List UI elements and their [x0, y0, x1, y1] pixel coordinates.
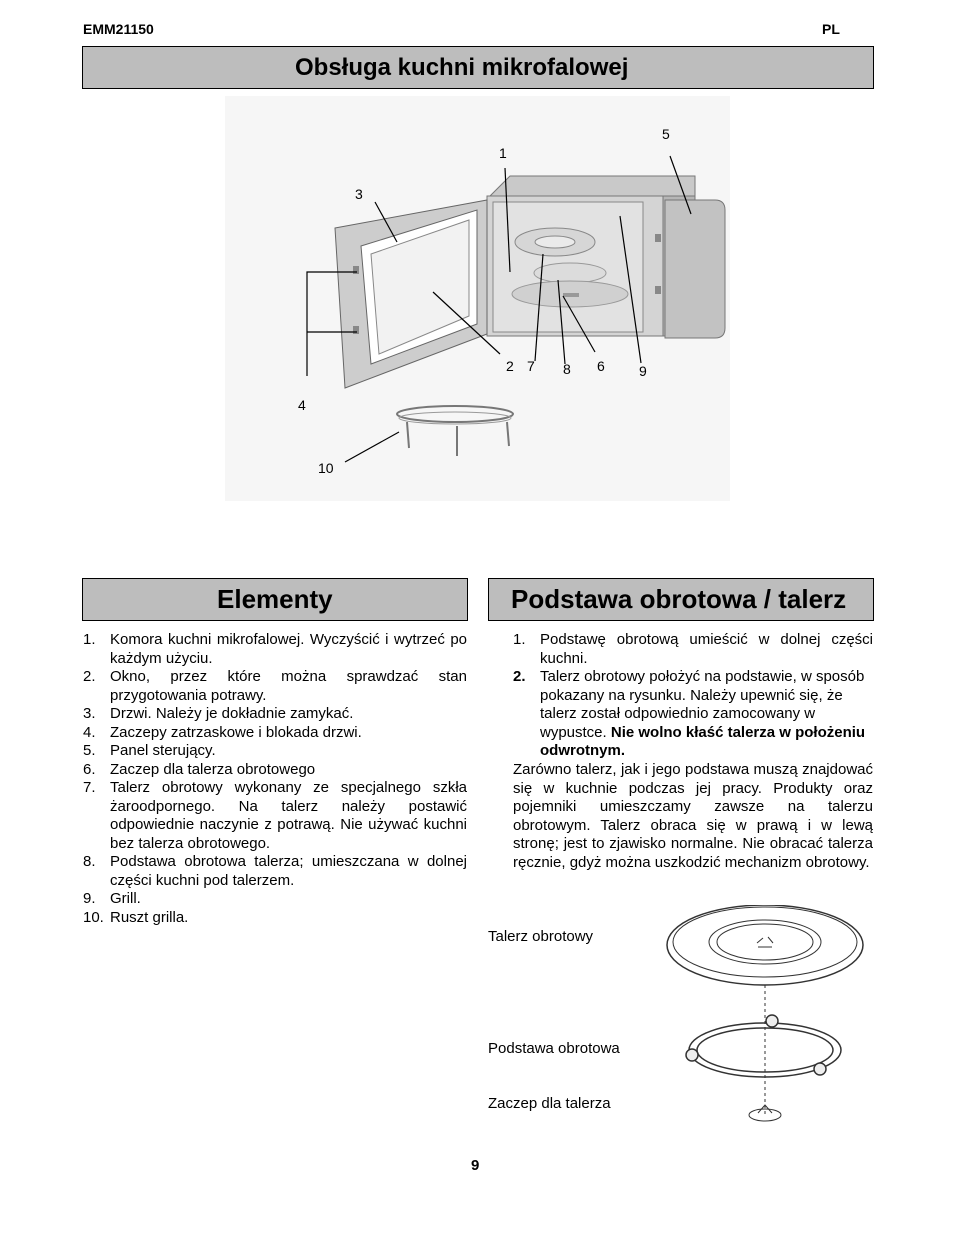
item-text: Talerz obrotowy wykonany ze specjalnego szkła żaroodpornego. Na talerz należy postawić odpowiednie naczynie z potrawą. Nie używać kuchni bez talerza obrotowego. [110, 779, 467, 852]
list-item [83, 668, 467, 705]
glass-plate [667, 905, 863, 985]
label-5: 5 [662, 126, 670, 142]
list-item [83, 890, 467, 909]
list-item [513, 631, 873, 668]
list-item [83, 761, 467, 780]
item-text: Podstawa obrotowa talerza; umieszczana w dolnej części kuchni pod talerzem. [110, 853, 467, 889]
item-text: Podstawę obrotową umieścić w dolnej części kuchni. [540, 631, 873, 667]
label-4: 4 [298, 397, 306, 413]
warning-text: Nie wolno kłaść talerza w położeniu odwrotnym. [540, 723, 866, 759]
label-6: 6 [597, 358, 605, 374]
item-text: Ruszt grilla. [110, 908, 189, 926]
item-number: 9. [83, 890, 96, 907]
elementy-heading [82, 578, 468, 621]
item-number: 6. [83, 760, 96, 778]
podstawa-list [513, 631, 873, 761]
podstawa-heading-text: Podstawa obrotowa / talerz [511, 584, 847, 614]
item-number: 1. [83, 631, 96, 648]
microwave-parts-figure [225, 96, 730, 501]
list-item [83, 909, 467, 928]
elementy-heading-text: Elementy [217, 584, 333, 614]
item-number: 5. [83, 742, 96, 759]
label-10: 10 [318, 460, 334, 476]
item-text: Drzwi. Należy je dokładnie zamykać. [110, 705, 354, 722]
elementy-list [83, 631, 467, 927]
label-7: 7 [527, 358, 535, 374]
roller-ring [686, 1015, 841, 1077]
item-text: Komora kuchni mikrofalowej. Wyczyścić i wytrzeć po każdym użyciu. [110, 631, 467, 667]
podstawa-paragraph: Zarówno talerz, jak i jego podstawa muszą znajdować się w kuchnie podczas jej pracy. Produkty oraz pojemniki umieszczamy zawsze na talerzu obrotowym. Talerz obraca się w prawą i w lewą stronę; jest to zjawisko normalne. Nie obracać talerza ręcznie, gdyż można uszkodzić mechanizm obrotowy. [513, 761, 873, 871]
item-number: 7. [83, 779, 96, 796]
podstawa-heading [488, 578, 874, 621]
item-text: Zaczepy zatrzaskowe i blokada drzwi. [110, 723, 362, 741]
list-item [83, 779, 467, 853]
caption-coupler: Zaczep dla talerza [488, 1095, 611, 1112]
oven-body [487, 176, 725, 338]
caption-ring: Podstawa obrotowa [488, 1040, 620, 1057]
label-3: 3 [355, 186, 363, 202]
item-number: 2. [83, 668, 96, 685]
turntable-diagram [660, 905, 872, 1125]
list-item [83, 724, 467, 743]
label-1: 1 [499, 145, 507, 161]
item-text: Grill. [110, 890, 141, 907]
item-number: 4. [83, 723, 96, 741]
item-text: Panel sterujący. [110, 742, 216, 759]
page-title-text: Obsługa kuchni mikrofalowej [295, 53, 629, 81]
item-number: 8. [83, 853, 96, 870]
item-number: 10. [83, 908, 104, 926]
item-text: Talerz obrotowy położyć na podstawie, w sposób pokazany na rysunku. Należy upewnić się, że talerz został odpowiednio zamocowany w wypustce. [540, 668, 865, 741]
item-number: 2. [513, 668, 526, 685]
list-item [83, 853, 467, 890]
list-item [83, 631, 467, 668]
item-text: Okno, przez które można sprawdzać stan przygotowania potrawy. [110, 668, 467, 704]
list-item [83, 742, 467, 761]
item-text: Zaczep dla talerza obrotowego [110, 760, 316, 778]
page-number: 9 [471, 1157, 480, 1174]
label-9: 9 [639, 363, 647, 379]
page-title [82, 46, 874, 89]
item-number: 1. [513, 631, 526, 648]
label-2: 2 [506, 358, 514, 374]
item-number: 3. [83, 705, 96, 722]
language-code: PL [822, 21, 840, 37]
list-item [83, 705, 467, 724]
caption-plate: Talerz obrotowy [488, 928, 594, 945]
model-number: EMM21150 [83, 21, 154, 37]
label-8: 8 [563, 361, 571, 377]
list-item [513, 668, 873, 761]
